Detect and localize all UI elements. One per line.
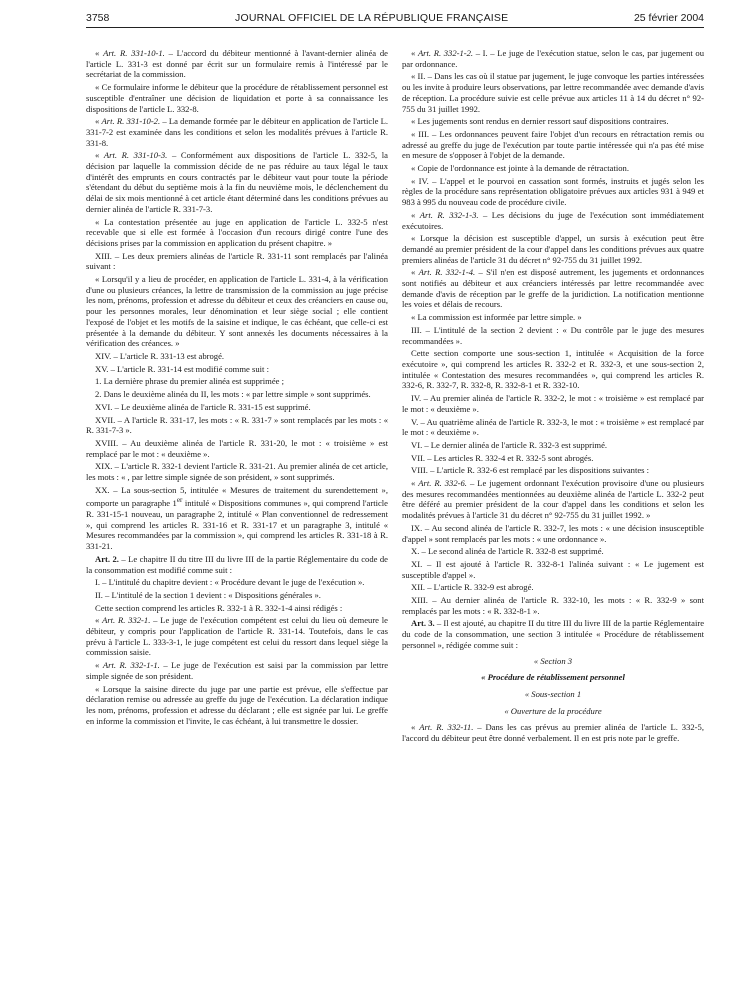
paragraph: VI. – Le dernier alinéa de l'article R. 332-3 est supprimé. bbox=[411, 439, 608, 450]
paragraph: « Copie de l'ordonnance est jointe à la demande de rétractation. bbox=[411, 163, 629, 174]
journal-title: JOURNAL OFFICIEL DE LA RÉPUBLIQUE FRANÇAISE bbox=[235, 12, 509, 24]
paragraph: « Art. R. 331-10-2. – La demande formée par le débiteur en application de l'article L. 331-7-2 est examinée dans les conditions et selon les modalités prévues à l'article R. 331-8. bbox=[86, 116, 388, 148]
paragraph: IX. – Au second alinéa de l'article R. 332-7, les mots : « une décision insusceptible d'appel » sont remplacés par les mots : « une ordonnance ». bbox=[402, 522, 704, 544]
paragraph: XVIII. – Au deuxième alinéa de l'article R. 331-20, le mot : « troisième » est remplacé par le mot : « deuxième ». bbox=[86, 437, 388, 459]
paragraph: Art. 2. – Le chapitre II du titre III du livre III de la partie Réglementaire du code de la consommation est modifié comme suit : bbox=[86, 553, 389, 575]
paragraph: XV. – L'article R. 331-14 est modifié comme suit : bbox=[95, 363, 269, 374]
paragraph: « Art. R. 332-1-4. – S'il n'en est disposé autrement, les jugements et ordonnances sont notifiés au débiteur et aux créanciers intéressés par lettre recommandée avec demande d'avis de réception par le greffe de la juridiction. La notification mentionne les voies et délais de recours. bbox=[402, 267, 704, 310]
paragraph: Art. 3. – Il est ajouté, au chapitre II du titre III du livre III de la partie Réglementaire du code de la consommation, une section 3 intitulée « Procédure de rétablissement personnel », rédigée comme suit : bbox=[402, 618, 705, 650]
paragraph: XIII. – Au dernier alinéa de l'article R. 332-10, les mots : « R. 332-9 » sont remplacés par les mots : « R. 332-8-1 ». bbox=[402, 595, 704, 616]
section-heading: « Ouverture de la procédure bbox=[504, 705, 602, 716]
paragraph: Cette section comprend les articles R. 332-1 à R. 332-1-4 ainsi rédigés : bbox=[95, 602, 343, 613]
paragraph: « Lorsqu'il y a lieu de procéder, en application de l'article L. 331-4, à la vérification d'une ou plusieurs créances, la lettre de transmission de la commission au juge précise les nom, prénoms, profession et adresse du débiteur et ceux des créanciers en cause ou, pour les personnes morales, leur dénomination et leur siège social ; elle contient l'exposé de l'objet et les motifs de la saisine et indique, le cas échéant, que celle-ci est présentée à la demande du débiteur. Y sont annexés les documents nécessaires à la vérification des créances. » bbox=[86, 274, 388, 349]
paragraph: « Art. R. 332-1-1. – Le juge de l'exécution est saisi par la commission par lettre simple signée de son président. bbox=[86, 660, 389, 681]
paragraph: XII. – L'article R. 332-9 est abrogé. bbox=[411, 582, 534, 593]
paragraph: XVI. – Le deuxième alinéa de l'article R. 331-15 est supprimé. bbox=[95, 401, 311, 412]
paragraph: « Art. R. 332-1-3. – Les décisions du juge de l'exécution sont immédiatement exécutoires. bbox=[402, 209, 705, 231]
paragraph: « II. – Dans les cas où il statue par jugement, le juge convoque les parties intéressées ou les invite à produire leurs observations, par lettre recommandée avec demande d'avis de réception. La procédure suivie est celle prévue aux articles 11 à 14 du décret n° 92-755 du 31 juillet 1992. bbox=[402, 71, 704, 114]
section-heading: « Sous-section 1 bbox=[524, 688, 582, 699]
paragraph: « Art. R. 332-1. – Le juge de l'exécution compétent est celui du lieu où demeure le débiteur, y compris pour l'application de l'article R. 331-14. Toutefois, dans le cas prévu à l'article L. 333-3-1, le juge compétent est celui du ressort dans lequel siège la commission saisie. bbox=[86, 615, 388, 658]
paragraph: « Ce formulaire informe le débiteur que la procédure de rétablissement personnel est susceptible d'entraîner une décision de liquidation et porte à sa connaissance les dispositions de l'article L. 332-8. bbox=[86, 82, 388, 114]
paragraph: « Art. R. 332-11. – Dans les cas prévus au premier alinéa de l'article L. 332-5, l'accord du débiteur peut être donné verbalement. Il en est pris note par le greffe. bbox=[402, 722, 704, 744]
paragraph: « Art. R. 331-10-1. – L'accord du débiteur mentionné à l'avant-dernier alinéa de l'article L. 331-3 est donné par écrit sur un formulaire remis à l'intéressé par le secrétariat de la commission. bbox=[86, 48, 388, 80]
paragraph: « Art. R. 332-6. – Le jugement ordonnant l'exécution provisoire d'une ou plusieurs des mesures recommandées mentionnées au deuxième alinéa de l'article L. 332-2 peut être déféré au premier président de la cour d'appel dans les conditions et selon les modalités prévues à l'article 31 du décret n° 92-755 du 31 juillet 1992. » bbox=[402, 478, 704, 521]
page-number: 3758 bbox=[86, 12, 110, 24]
text-columns bbox=[86, 48, 704, 746]
paragraph: « Art. R. 331-10-3. – Conformément aux dispositions de l'article L. 332-5, la décision par laquelle la commission décide de ne pas réduire au taux légal le taux d'intérêt des emprunts en cours contractés par le débiteur vaut pour toute la période s'étendant du début du septième mois à la fin du neuvième mois, le déclenchement du délai de six mois mentionné à cet article étant déterminé dans les conditions prévues au dernier alinéa de l'article R. 331-7-3. bbox=[86, 150, 389, 214]
paragraph: I. – L'intitulé du chapitre devient : « Procédure devant le juge de l'exécution ». bbox=[95, 577, 365, 588]
paragraph: III. – L'intitulé de la section 2 devient : « Du contrôle par le juge des mesures recommandées ». bbox=[402, 324, 704, 346]
paragraph: VII. – Les articles R. 332-4 et R. 332-5 sont abrogés. bbox=[411, 452, 594, 463]
paragraph: « Lorsque la décision est susceptible d'appel, un sursis à exécution peut être demandé au premier président de la cour d'appel dans les conditions prévues aux quatre premiers alinéas de l'article 31 du décret n° 92-755 du 31 juillet 1992. bbox=[402, 233, 704, 265]
paragraph: VIII. – L'article R. 332-6 est remplacé par les dispositions suivantes : bbox=[411, 465, 650, 476]
paragraph: 1. La dernière phrase du premier alinéa est supprimée ; bbox=[95, 376, 284, 387]
paragraph: Cette section comporte une sous-section 1, intitulée « Acquisition de la force exécutoire », qui comprend les articles R. 332-2 et R. 332-3, et une sous-section 2, intitulée « Contestation des mesures recommandées », qui comprend les articles R. 332-6, R. 332-7, R. 332-8, R. 332-8-1 et R. 332-10. bbox=[402, 348, 704, 391]
paragraph: 2. Dans le deuxième alinéa du II, les mots : « par lettre simple » sont supprimés. bbox=[95, 389, 371, 400]
page-header bbox=[86, 12, 704, 28]
issue-date: 25 février 2004 bbox=[633, 12, 704, 24]
paragraph: « III. – Les ordonnances peuvent faire l'objet d'un recours en rétractation remis ou adressé au greffe du juge de l'exécution par toute partie intéressée qui n'a pas été mise en mesure de s'opposer à l'objet de la demande. bbox=[402, 128, 704, 161]
paragraph: V. – Au quatrième alinéa de l'article R. 332-3, le mot : « troisième » est remplacé par le mot : « deuxième ». bbox=[402, 416, 704, 438]
paragraph: X. – Le second alinéa de l'article R. 332-8 est supprimé. bbox=[411, 546, 604, 557]
paragraph: IV. – Au premier alinéa de l'article R. 332-2, le mot : « troisième » est remplacé par le mot : « deuxième ». bbox=[402, 393, 704, 414]
paragraph: « Les jugements sont rendus en dernier ressort sauf dispositions contraires. bbox=[411, 116, 669, 127]
left-column bbox=[86, 48, 388, 746]
paragraph: XIII. – Les deux premiers alinéas de l'article R. 331-11 sont remplacés par l'alinéa suivant : bbox=[86, 250, 388, 272]
paragraph: « La commission est informée par lettre simple. » bbox=[411, 312, 582, 323]
paragraph: II. – L'intitulé de la section 1 devient : « Dispositions générales ». bbox=[95, 589, 321, 600]
paragraph: « Art. R. 332-1-2. – I. – Le juge de l'exécution statue, selon le cas, par jugement ou par ordonnance. bbox=[402, 48, 704, 69]
paragraph: XIV. – L'article R. 331-13 est abrogé. bbox=[95, 350, 225, 361]
paragraph: XX. – La sous-section 5, intitulée « Mesures de traitement du surendettement », comporte un paragraphe 1er intitulé « Dispositions communes », qui comprend l'article R. 331-15-1 nouveau, un paragraphe 2, intitulé « Plan conventionnel de redressement », qui comprend les articles R. 331-16 et R. 331-17 et un paragraphe 3, intitulé « Mesures recommandées par la commission », qui comprend les articles R. 331-18 à R. 331-21. bbox=[86, 484, 388, 552]
paragraph: « Lorsque la saisine directe du juge par une partie est prévue, elle s'effectue par déclaration remise ou adressée au greffe du juge de l'exécution. La déclaration indique les nom, prénoms, profession et adresse du déclarant ; elle est signée par lui. Le greffe en informe la commission et l'invite, le cas échéant, à lui transmettre le dossier. bbox=[86, 683, 388, 726]
section-heading: « Procédure de rétablissement personnel bbox=[481, 672, 625, 683]
paragraph: XI. – Il est ajouté à l'article R. 332-8-1 l'alinéa suivant : « Le jugement est susceptible d'appel ». bbox=[402, 558, 704, 580]
paragraph: « La contestation présentée au juge en application de l'article L. 332-5 n'est recevable que si elle est formée à l'occasion d'un recours dirigé contre l'une des décisions prises par la commission en application du présent chapitre. » bbox=[86, 216, 388, 248]
section-heading: « Section 3 bbox=[533, 655, 573, 666]
paragraph: « IV. – L'appel et le pourvoi en cassation sont formés, instruits et jugés selon les règles de la procédure sans représentation obligatoire prévues aux articles 931 à 949 et 983 à 995 du nouveau code de procédure civile. bbox=[402, 175, 704, 208]
right-column bbox=[402, 48, 704, 746]
paragraph: XIX. – L'article R. 332-1 devient l'article R. 331-21. Au premier alinéa de cet article, les mots : « , par lettre simple signée de son président, » sont supprimés. bbox=[86, 461, 388, 483]
paragraph: XVII. – A l'article R. 331-17, les mots : « R. 331-7 » sont remplacés par les mots : « R. 331-7-3 ». bbox=[86, 414, 388, 436]
